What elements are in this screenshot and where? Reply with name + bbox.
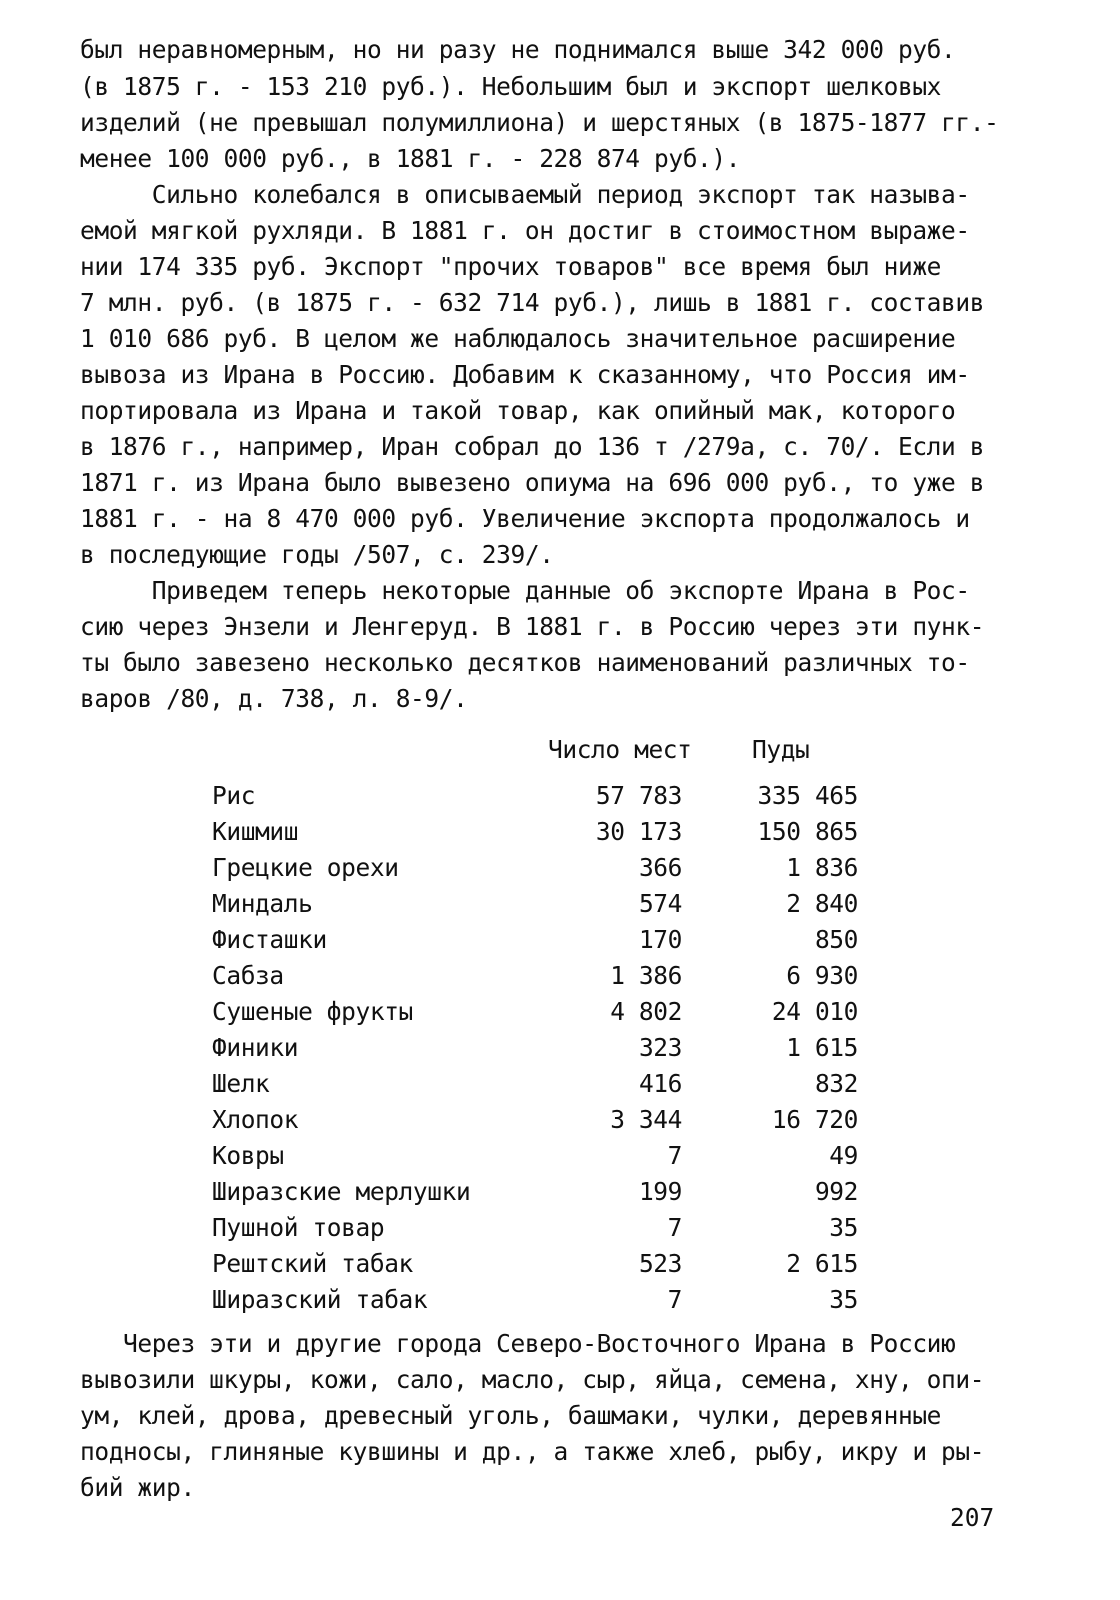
column-header-poods: Пуды — [752, 735, 810, 764]
table-row — [0, 1210, 1120, 1246]
text-line: 1 010 686 руб. В целом же наблюдалось значительное расширение — [80, 324, 956, 353]
text-line: менее 100 000 руб., в 1881 г. - 228 874 руб.). — [80, 144, 741, 173]
poods-value: 35 — [829, 1213, 858, 1242]
places-value: 199 — [638, 1177, 682, 1206]
places-value: 366 — [638, 853, 682, 882]
places-value: 523 — [638, 1249, 682, 1278]
poods-value: 335 465 — [757, 781, 858, 810]
column-header-places: Число мест — [548, 735, 692, 764]
poods-value: 2 615 — [786, 1249, 858, 1278]
text-line: в 1876 г., например, Иран собрал до 136 т /279а, с. 70/. Если в — [80, 432, 985, 461]
goods-name: Пушной товар — [212, 1213, 385, 1242]
table-row — [0, 1102, 1120, 1138]
text-line: емой мягкой рухляди. В 1881 г. он достиг в стоимостном выраже- — [80, 216, 970, 245]
text-line: изделий (не превышал полумиллиона) и шерстяных (в 1875-1877 гг.- — [80, 108, 999, 137]
text-line: был неравномерным, но ни разу не поднимался выше 342 000 руб. — [80, 35, 956, 64]
table-row — [0, 850, 1120, 886]
text-line: 7 млн. руб. (в 1875 г. - 632 714 руб.), лишь в 1881 г. составив — [80, 288, 985, 317]
table-row — [0, 886, 1120, 922]
table-row — [0, 922, 1120, 958]
text-line: 1871 г. из Ирана было вывезено опиума на 696 000 руб., то уже в — [80, 468, 985, 497]
text-line: Приведем теперь некоторые данные об экспорте Ирана в Рос- — [80, 576, 970, 605]
goods-name: Рис — [212, 781, 256, 810]
places-value: 57 783 — [595, 781, 682, 810]
poods-value: 49 — [829, 1141, 858, 1170]
places-value: 30 173 — [595, 817, 682, 846]
poods-value: 1 615 — [786, 1033, 858, 1062]
table-row — [0, 778, 1120, 814]
poods-value: 850 — [814, 925, 858, 954]
goods-name: Сушеные фрукты — [212, 997, 413, 1026]
poods-value: 2 840 — [786, 889, 858, 918]
goods-name: Шелк — [212, 1069, 270, 1098]
places-value: 1 386 — [610, 961, 682, 990]
text-line: портировала из Ирана и такой товар, как опийный мак, которого — [80, 396, 956, 425]
text-line: вывозили шкуры, кожи, сало, масло, сыр, яйца, семена, хну, опи- — [80, 1365, 985, 1394]
text-line: в последующие годы /507, с. 239/. — [80, 540, 554, 569]
poods-value: 150 865 — [757, 817, 858, 846]
places-value: 574 — [638, 889, 682, 918]
poods-value: 24 010 — [771, 997, 858, 1026]
text-line: бий жир. — [80, 1473, 195, 1502]
table-row — [0, 1138, 1120, 1174]
places-value: 3 344 — [610, 1105, 682, 1134]
goods-name: Фисташки — [212, 925, 327, 954]
table-body — [0, 778, 1120, 1318]
table-row — [0, 1246, 1120, 1282]
poods-value: 832 — [814, 1069, 858, 1098]
goods-name: Рештский табак — [212, 1249, 413, 1278]
goods-name: Сабза — [212, 961, 284, 990]
goods-name: Хлопок — [212, 1105, 299, 1134]
goods-name: Грецкие орехи — [212, 853, 399, 882]
table-row — [0, 1066, 1120, 1102]
page-number: 207 — [950, 1503, 995, 1532]
text-line: ум, клей, дрова, древесный уголь, башмаки, чулки, деревянные — [80, 1401, 942, 1430]
table-row — [0, 814, 1120, 850]
places-value: 4 802 — [610, 997, 682, 1026]
table-header — [0, 732, 1120, 768]
goods-name: Финики — [212, 1033, 299, 1062]
poods-value: 35 — [829, 1285, 858, 1314]
poods-value: 16 720 — [771, 1105, 858, 1134]
text-line: вывоза из Ирана в Россию. Добавим к сказанному, что Россия им- — [80, 360, 970, 389]
text-line: ты было завезено несколько десятков наименований различных то- — [80, 648, 970, 677]
text-line: Сильно колебался в описываемый период экспорт так называ- — [80, 180, 970, 209]
text-line: Через эти и другие города Северо-Восточного Ирана в Россию — [80, 1329, 956, 1358]
text-line: нии 174 335 руб. Экспорт "прочих товаров" все время был ниже — [80, 252, 942, 281]
text-line: 1881 г. - на 8 470 000 руб. Увеличение экспорта продолжалось и — [80, 504, 970, 533]
poods-value: 6 930 — [786, 961, 858, 990]
poods-value: 1 836 — [786, 853, 858, 882]
text-line: варов /80, д. 738, л. 8-9/. — [80, 684, 468, 713]
table-row — [0, 1282, 1120, 1318]
goods-name: Ковры — [212, 1141, 284, 1170]
text-line: (в 1875 г. - 153 210 руб.). Небольшим был и экспорт шелковых — [80, 72, 942, 101]
places-value: 7 — [667, 1285, 682, 1314]
goods-name: Кишмиш — [212, 817, 299, 846]
table-row — [0, 994, 1120, 1030]
text-line: сию через Энзели и Ленгеруд. В 1881 г. в Россию через эти пунк- — [80, 612, 985, 641]
places-value: 323 — [638, 1033, 682, 1062]
table-row — [0, 1174, 1120, 1210]
goods-name: Миндаль — [212, 889, 313, 918]
places-value: 170 — [638, 925, 682, 954]
goods-name: Ширазские мерлушки — [212, 1177, 471, 1206]
goods-name: Ширазский табак — [212, 1285, 428, 1314]
places-value: 416 — [638, 1069, 682, 1098]
table-row — [0, 958, 1120, 994]
poods-value: 992 — [814, 1177, 858, 1206]
table-row — [0, 1030, 1120, 1066]
places-value: 7 — [667, 1141, 682, 1170]
text-line: подносы, глиняные кувшины и др., а также хлеб, рыбу, икру и ры- — [80, 1437, 985, 1466]
places-value: 7 — [667, 1213, 682, 1242]
